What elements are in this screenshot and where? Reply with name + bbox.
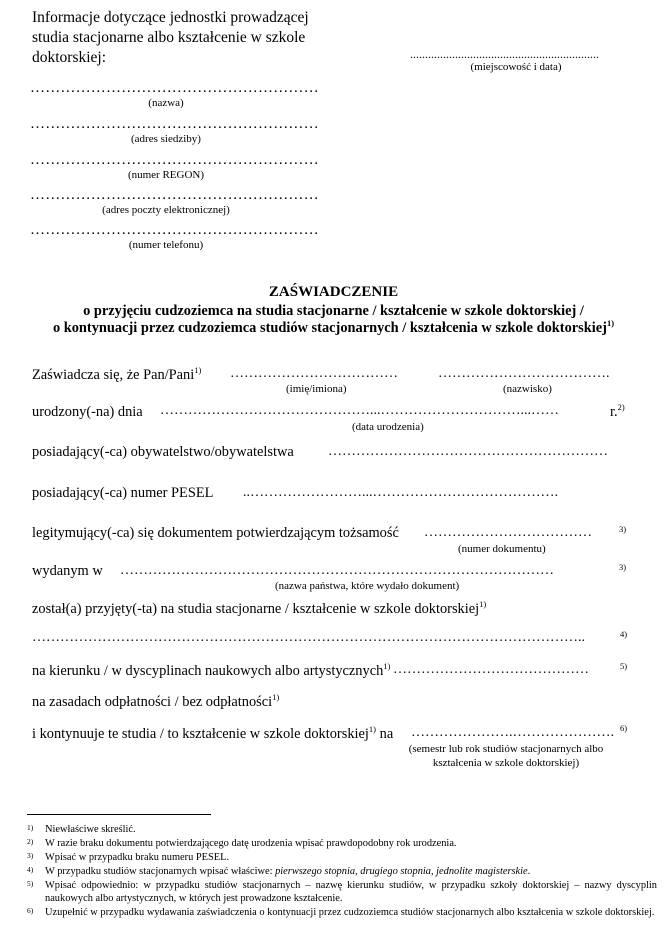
year-suffix-text: r.	[610, 404, 618, 420]
first-name-caption: (imię/imiona)	[286, 383, 347, 395]
citizenship-label: posiadający(-ca) obywatelstwo/obywatelstwa	[32, 444, 294, 460]
footnote-text: Wpisać w przypadku braku numeru PESEL.	[45, 852, 230, 863]
field-of-study-text: na kierunku / w dyscyplinach naukowych albo artystycznych	[32, 663, 384, 679]
footnote-number: 4)	[27, 865, 34, 874]
unit-email-field[interactable]: …………………………………………………	[30, 187, 319, 203]
study-level-field[interactable]: ………………………………………………………………………………………………………..	[32, 630, 585, 645]
footnote	[27, 837, 657, 850]
certifies-text: Zaświadcza się, że Pan/Pani	[32, 367, 195, 383]
unit-address-field-group	[30, 116, 319, 146]
unit-name-field[interactable]: …………………………………………………	[30, 80, 319, 96]
continuation-on: na	[379, 726, 394, 742]
footnote-ref: 3)	[619, 524, 627, 534]
pesel-field[interactable]: ..……………………...………………………………….	[243, 485, 558, 500]
footnote-number: 1)	[27, 823, 34, 832]
subtitle-text: o kontynuacji przez cudzoziemca studiów stacjonarnych / kształcenia w szkole doktorskiej	[52, 320, 607, 336]
birth-date-caption: (data urodzenia)	[352, 421, 424, 433]
footnote-number: 5)	[27, 879, 34, 888]
footnote-ref: 1)	[479, 599, 487, 610]
unit-email-caption: (adres poczty elektronicznej)	[102, 204, 230, 216]
payment-basis-text: na zasadach odpłatności / bez odpłatności	[32, 694, 273, 710]
footnote-number: 2)	[27, 837, 34, 846]
admitted-text: został(a) przyjęty(-ta) na studia stacjonarne / kształcenie w szkole doktorskiej	[32, 601, 480, 617]
footnote-number: 3)	[27, 851, 34, 860]
footnote-text-em: drugiego stopnia	[360, 866, 431, 877]
unit-info-line: studia stacjonarne albo kształcenie w szkole	[32, 29, 306, 46]
document-subtitle-line: o przyjęciu cudzoziemca na studia stacjonarne / kształcenie w szkole doktorskiej /	[83, 303, 584, 319]
birth-date-field[interactable]: ………………………………………...…………………………...……	[160, 403, 559, 418]
unit-info-line: Informacje dotyczące jednostki prowadzącej	[32, 9, 309, 26]
footnote-ref: 1)	[606, 318, 615, 329]
semester-caption-line: (semestr lub rok studiów stacjonarnych albo	[408, 743, 604, 755]
footnote-text	[45, 865, 657, 878]
footnote	[27, 906, 657, 919]
footnote-text-part: W przypadku studiów stacjonarnych wpisać właściwe:	[45, 866, 276, 877]
unit-regon-field-group	[30, 152, 319, 182]
continuation-text: i kontynuuje te studia / to kształcenie w szkole doktorskiej	[32, 726, 369, 742]
identity-doc-label: legitymujący(-ca) się dokumentem potwierdzającym tożsamość	[32, 525, 399, 541]
continuation-label	[32, 726, 393, 743]
year-suffix	[610, 404, 625, 421]
footnote-number: 6)	[27, 906, 34, 915]
unit-email-field-group	[30, 187, 319, 217]
footnote-ref: 5)	[620, 661, 628, 671]
place-date-caption: (miejscowość i data)	[470, 61, 562, 73]
footnote-text-sep: ,	[355, 866, 361, 877]
born-label: urodzony(-na) dnia	[32, 404, 143, 420]
semester-caption-line: kształcenia w szkole doktorskiej)	[432, 757, 580, 769]
surname-caption: (nazwisko)	[503, 383, 552, 395]
unit-regon-field[interactable]: …………………………………………………	[30, 152, 319, 168]
footnote-text: Wpisać odpowiednio: w przypadku studiów stacjonarnych – nazwę kierunku studiów, w przypadku szkoły doktorskiej – nazwy dyscyplin naukowych albo artystycznych, w których jest prowadzone kształcenie.	[45, 880, 657, 904]
footnote-text-em: pierwszego stopnia	[275, 866, 356, 877]
unit-info-heading	[32, 8, 332, 68]
footnote-ref: 1)	[383, 661, 391, 672]
footnote-text-sep: ,	[430, 866, 437, 877]
footnote	[27, 823, 657, 836]
payment-basis-label	[32, 694, 279, 711]
field-of-study-label	[32, 663, 390, 680]
footnote-ref: 1)	[194, 365, 202, 376]
unit-phone-caption: (numer telefonu)	[128, 239, 204, 251]
footnote-ref: 6)	[620, 723, 628, 733]
issuing-country-field[interactable]: …………………………………………………………………………………	[120, 563, 554, 578]
unit-address-field[interactable]: …………………………………………………	[30, 116, 319, 132]
footnote-text-em: jednolite magisterskie	[436, 866, 528, 877]
admitted-label	[32, 601, 486, 618]
document-number-caption: (numer dokumentu)	[458, 543, 546, 555]
footnote-divider	[27, 814, 211, 815]
unit-name-caption: (nazwa)	[148, 97, 184, 109]
field-of-study-field[interactable]: ……………………………………	[393, 662, 589, 677]
footnote-text-end: .	[527, 866, 531, 877]
footnote	[27, 851, 657, 864]
document-title: ZAŚWIADCZENIE	[268, 284, 399, 300]
footnote-text: Uzupełnić w przypadku wydawania zaświadczenia o kontynuacji przez cudzoziemca studiów stacjonarnych albo kształcenia w szkole doktorskiej.	[45, 907, 655, 918]
unit-regon-caption: (numer REGON)	[127, 169, 205, 181]
footnote-text: W razie braku dokumentu potwierdzającego datę urodzenia wpisać prawdopodobny rok urodzenia.	[45, 838, 457, 849]
unit-phone-field-group	[30, 222, 319, 252]
unit-name-field-group	[30, 80, 319, 110]
first-name-field[interactable]: ………………………………	[230, 366, 398, 381]
footnote-ref: 2)	[617, 402, 625, 413]
footnote	[27, 865, 657, 878]
footnote-ref: 1)	[368, 724, 377, 735]
certifies-label	[32, 367, 201, 384]
footnote-text: Niewłaściwe skreślić.	[45, 824, 136, 835]
document-subtitle-line	[0, 320, 667, 337]
footnote-ref: 1)	[272, 692, 280, 703]
semester-field[interactable]: ………………….………………….	[411, 725, 614, 740]
footnote	[27, 879, 657, 905]
issuing-country-caption: (nazwa państwa, które wydało dokument)	[275, 580, 460, 592]
unit-info-line: doktorskiej:	[32, 49, 107, 66]
unit-phone-field[interactable]: …………………………………………………	[30, 222, 319, 238]
citizenship-field[interactable]: ……………………………………………………	[328, 444, 608, 459]
document-number-field[interactable]: ………………………………	[424, 525, 592, 540]
footnote-ref: 4)	[620, 629, 628, 639]
issued-in-label: wydanym w	[32, 563, 103, 579]
pesel-label: posiadający(-ca) numer PESEL	[32, 485, 214, 501]
surname-field[interactable]: ……………………………….	[438, 366, 610, 381]
place-date-field[interactable]: ...............................................................	[410, 47, 599, 61]
footnote-ref: 3)	[619, 562, 627, 572]
unit-address-caption: (adres siedziby)	[131, 133, 201, 145]
